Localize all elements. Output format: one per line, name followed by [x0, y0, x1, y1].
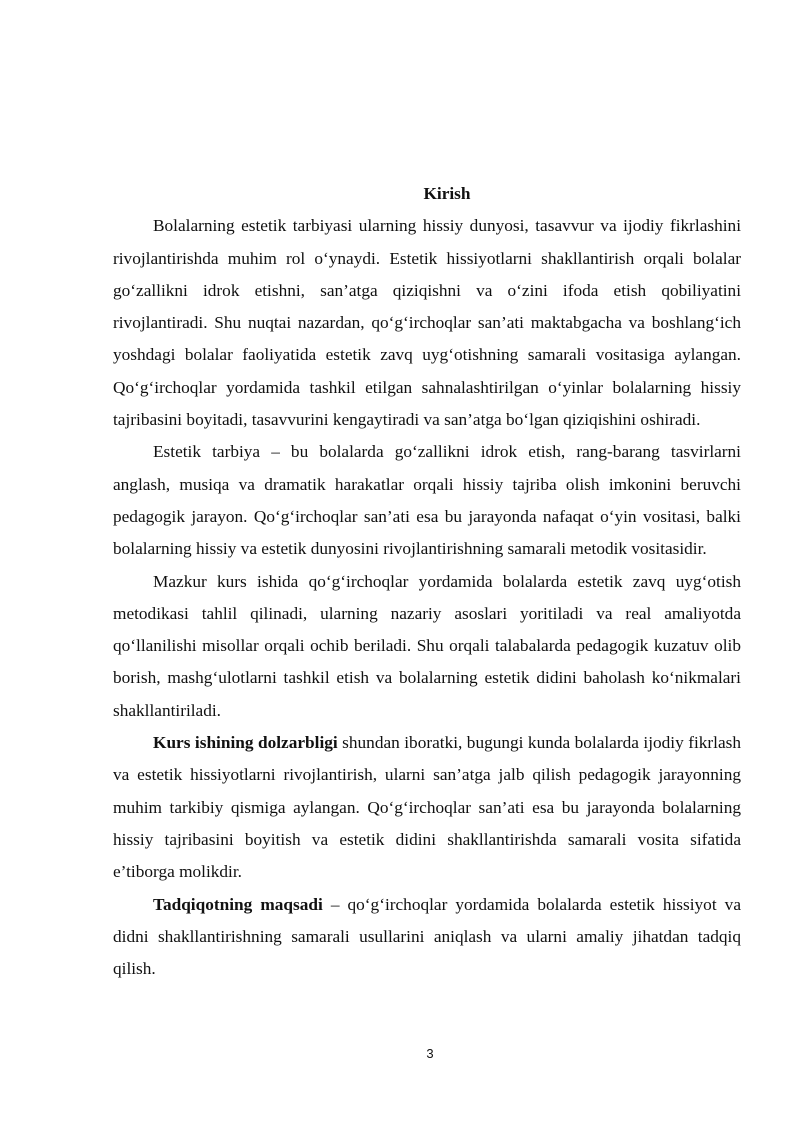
page-number: 3 — [426, 1046, 434, 1061]
paragraph-text: Mazkur kurs ishida qo‘g‘irchoqlar yordamida bolalarda estetik zavq uyg‘otish metodikasi tahlil qilinadi, ularning nazariy asoslari yoritiladi va real amaliyotda qo‘llanilishi misollar orqali ochib beriladi. Shu orqali talabalarda pedagogik kuzatuv olib borish, mashg‘ulotlarni tashkil etish va bolalarning estetik didini baholash ko‘nikmalari shakllantiriladi. — [113, 571, 741, 720]
section-title: Kirish — [423, 184, 471, 203]
paragraph-5 — [113, 889, 741, 986]
paragraph-text: shundan iboratki, bugungi kunda bolalarda ijodiy fikrlash va estetik hissiyotlarni rivojlantirish, ularni san’atga jalb qilish pedagogik jarayonning muhim tarkibiy qismiga aylangan. Qo‘g‘irchoqlar san’ati esa bu jarayonda bolalarning hissiy tajribasini boyitish va estetik didini shakllantirishda samarali vosita sifatida e’tiborga molikdir. — [113, 733, 741, 882]
page-body — [113, 178, 741, 985]
paragraph-lead-goal: Tadqiqotning maqsadi — [153, 894, 323, 914]
paragraph-1 — [113, 210, 741, 436]
paragraph-4 — [113, 727, 741, 888]
paragraph-text: Bolalarning estetik tarbiyasi ularning hissiy dunyosi, tasavvur va ijodiy fikrlashini rivojlantirishda muhim rol o‘ynaydi. Estetik hissiyotlarni shakllantirish orqali bolalar go‘zallikni idrok etishni, san’atga qiziqishni va o‘zini ifoda etish qobiliyatini rivojlantiradi. Shu nuqtai nazardan, qo‘g‘irchoqlar san’ati maktabgacha va boshlang‘ich yoshdagi bolalar faoliyatida estetik zavq uyg‘otishning samarali vositasiga aylangan. Qo‘g‘irchoqlar yordamida tashkil etilgan sahnalashtirilgan o‘yinlar bolalarning hissiy tajribasini boyitadi, tasavvurini kengaytiradi va san’atga bo‘lgan qiziqishini oshiradi. — [113, 216, 741, 430]
paragraph-text: – qo‘g‘irchoqlar yordamida bolalarda estetik hissiyot va didni shakllantirishning samarali usullarini aniqlash va ularni amaliy jihatdan tadqiq qilish. — [113, 894, 741, 979]
paragraph-lead-relevance: Kurs ishining dolzarbligi — [153, 733, 338, 753]
paragraph-3 — [113, 566, 741, 727]
paragraph-2 — [113, 436, 741, 565]
paragraph-text: Estetik tarbiya – bu bolalarda go‘zallikni idrok etish, rang-barang tasvirlarni anglash, musiqa va dramatik harakatlar orqali hissiy tajriba olish imkonini beruvchi pedagogik jarayon. Qo‘g‘irchoqlar san’ati esa bu jarayonda nafaqat o‘yin vositasi, balki bolalarning hissiy va estetik dunyosini rivojlantirishning samarali metodik vositasidir. — [113, 442, 741, 559]
